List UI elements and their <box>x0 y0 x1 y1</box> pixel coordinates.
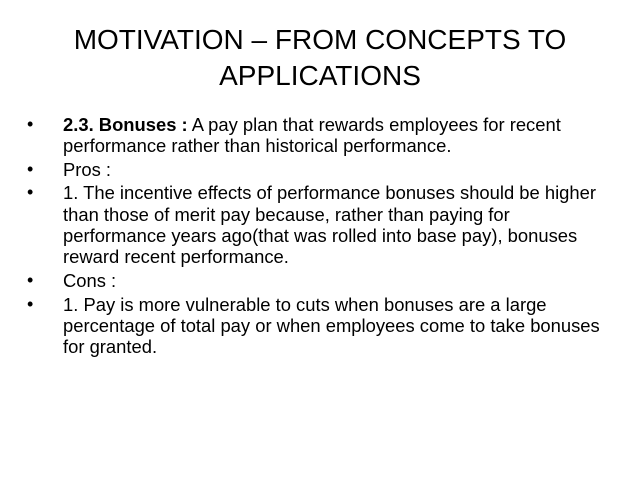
bullet-text: Cons : <box>63 269 117 291</box>
bullet-item-bonuses <box>27 114 605 157</box>
bullet-text: 1. Pay is more vulnerable to cuts when bonuses are a large percentage of total pay or when employees come to take bonuses for granted. <box>63 293 600 358</box>
bullet-dot-icon: • <box>27 158 34 179</box>
bullet-item-cons <box>27 270 605 291</box>
bullet-dot-icon: • <box>27 182 34 203</box>
slide-title-line-1: MOTIVATION – FROM CONCEPTS TO <box>73 24 567 55</box>
bullet-text: A pay plan that rewards employees for recent performance rather than historical performance. <box>63 114 561 157</box>
bullet-dot-icon: • <box>27 114 34 134</box>
bullet-dot-icon: • <box>27 293 34 314</box>
bullet-dot-icon: • <box>27 269 34 290</box>
bullet-text: Pros : <box>63 158 112 180</box>
bullet-item-pros <box>27 159 605 180</box>
bullet-text: 1. The incentive effects of performance bonuses should be higher than those of merit pay because, rather than paying for performance years ago(that was rolled into base pay), bonuses reward recent performance. <box>63 182 596 268</box>
bullet-bold-heading: 2.3. Bonuses : <box>63 114 188 135</box>
slide-title-line-2: APPLICATIONS <box>219 60 421 91</box>
bullet-item-con-1 <box>27 294 605 358</box>
bullet-list <box>27 114 605 360</box>
bullet-item-pro-1 <box>27 182 605 267</box>
slide-title <box>40 22 600 94</box>
